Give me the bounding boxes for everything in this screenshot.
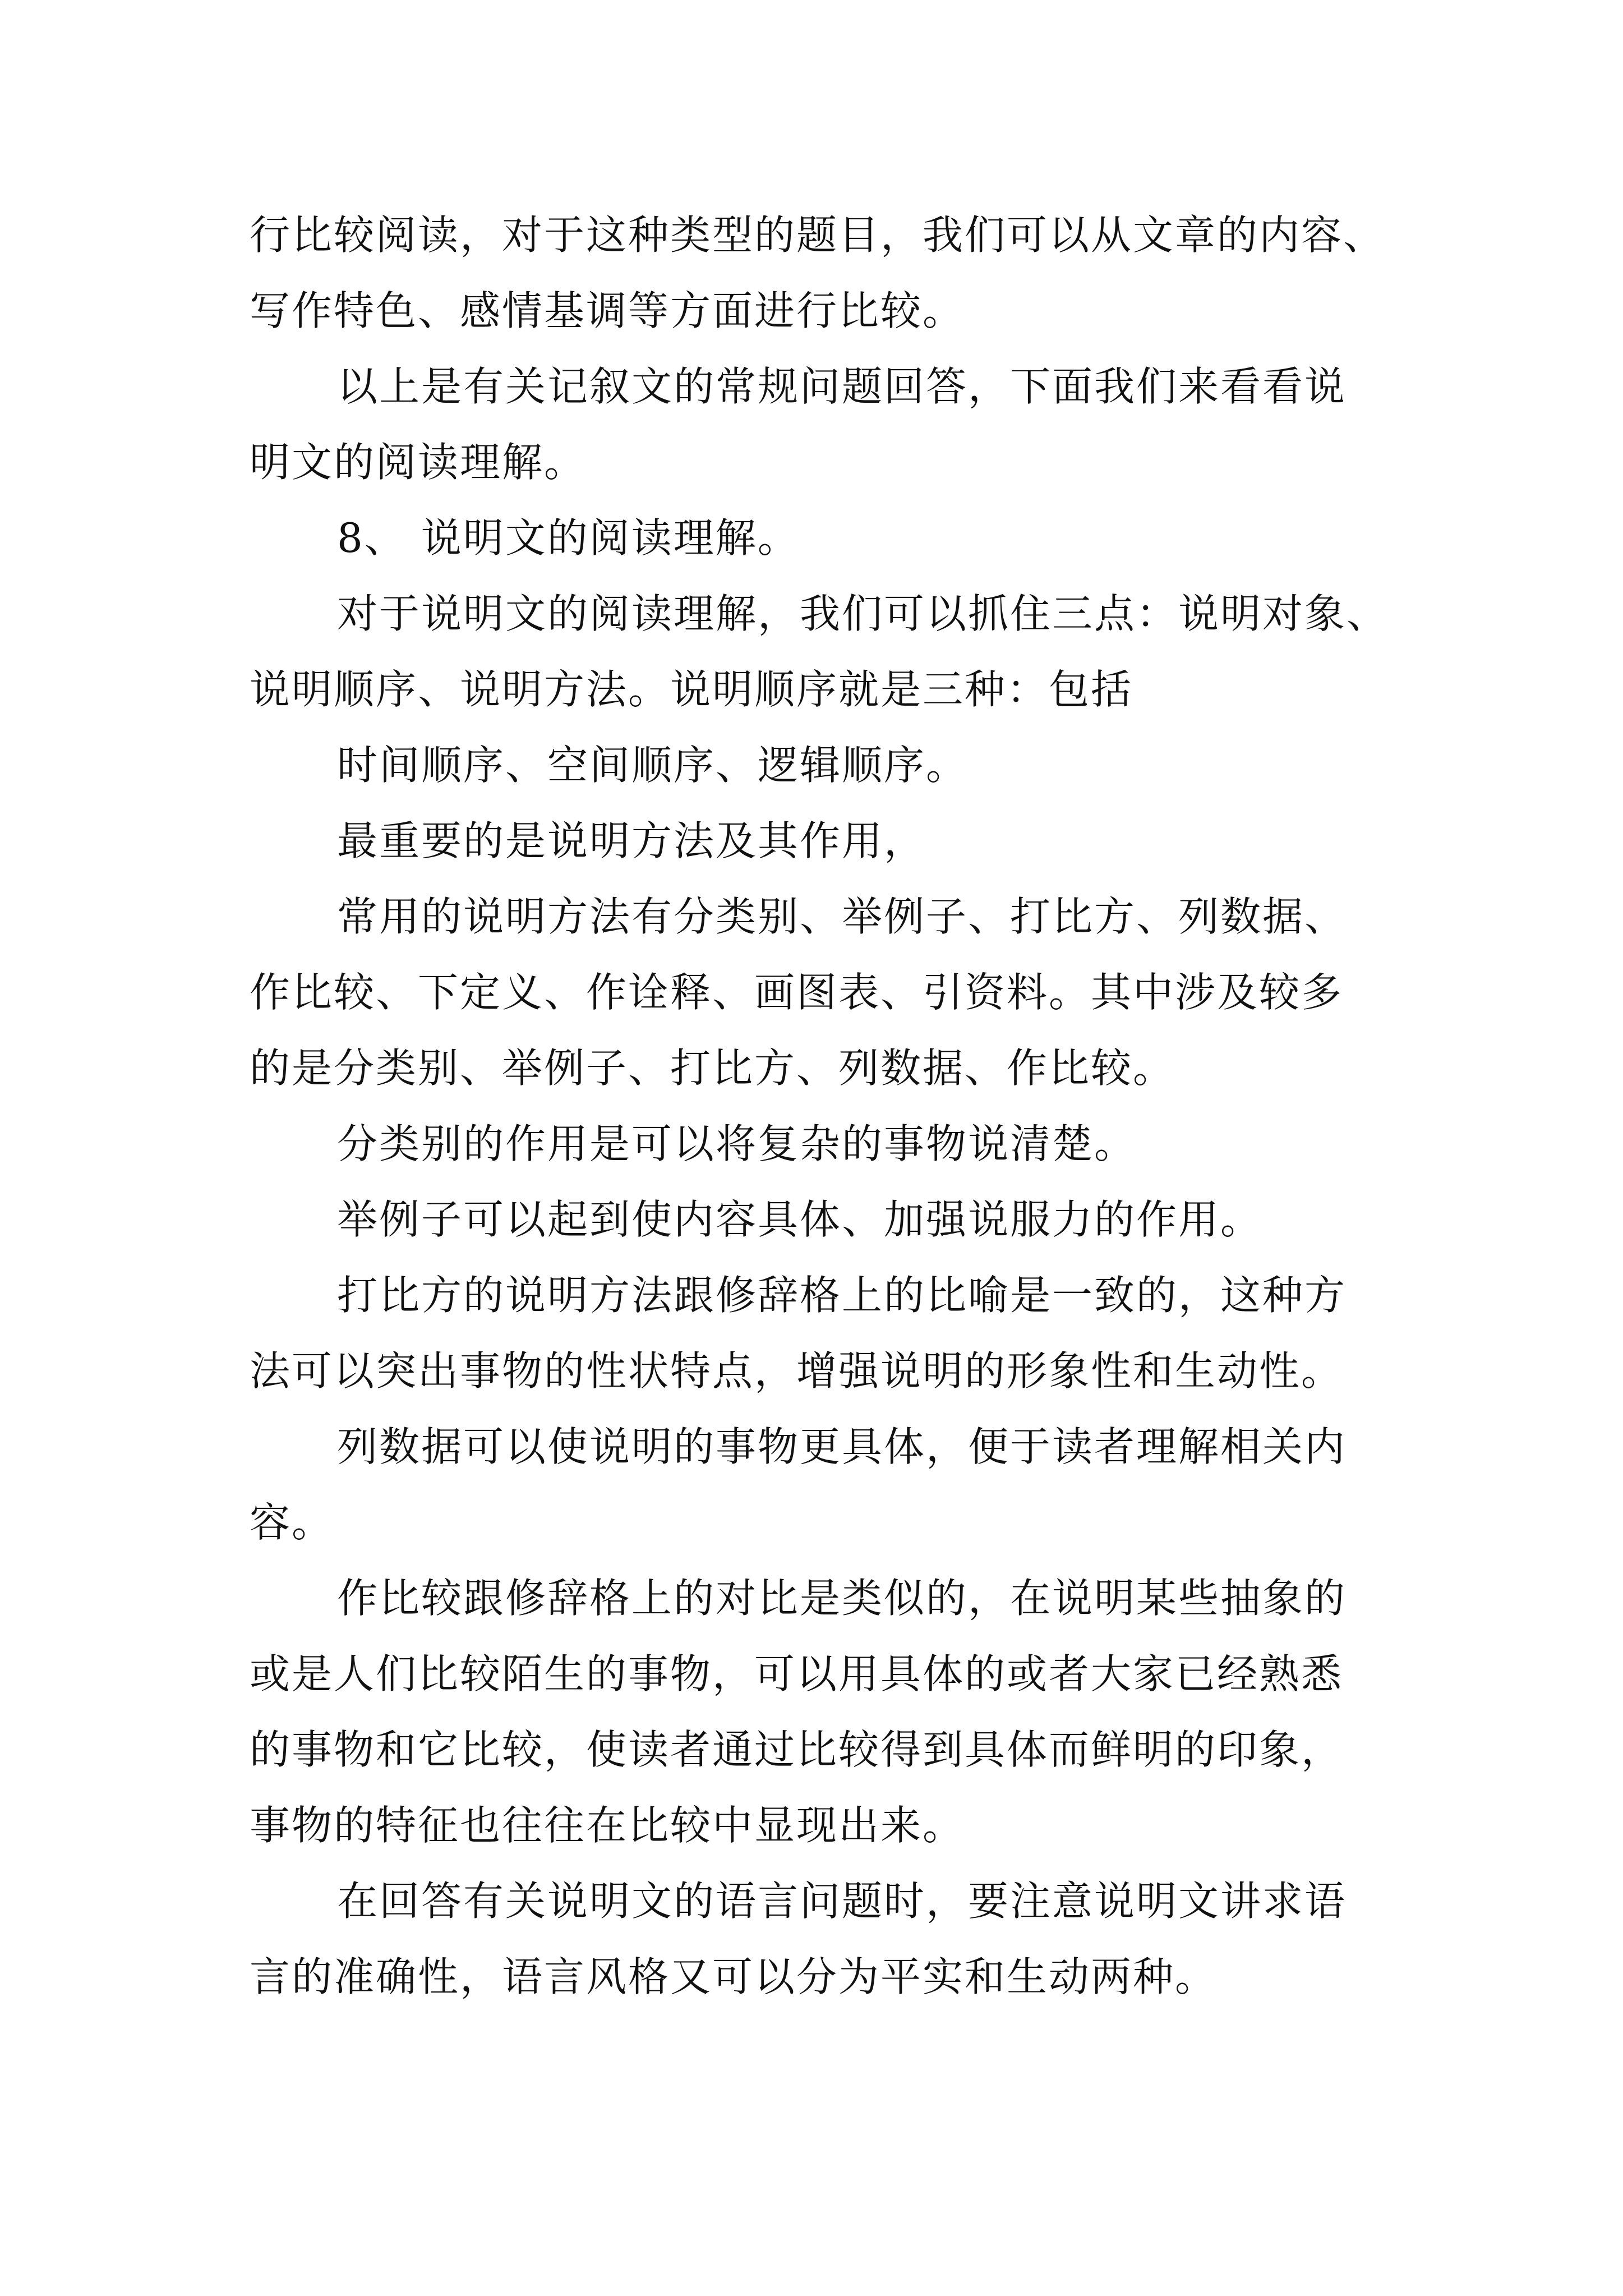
text-line: 时间顺序、空间顺序、逻辑顺序。 (337, 742, 969, 789)
text-line: 列数据可以使说明的事物更具体，便于读者理解相关内 (337, 1423, 1347, 1470)
text-line: 容。 (250, 1499, 334, 1546)
section-heading: 8、 说明文的阅读理解。 (337, 514, 800, 562)
text-line: 对于说明文的阅读理解，我们可以抓住三点：说明对象、 (337, 590, 1389, 637)
text-line: 写作特色、感情基调等方面进行比较。 (250, 287, 965, 334)
text-line: 以上是有关记叙文的常规问题回答，下面我们来看看说 (337, 363, 1347, 410)
text-line: 法可以突出事物的性状特点，增强说明的形象性和生动性。 (250, 1347, 1344, 1395)
text-line: 言的准确性，语言风格又可以分为平实和生动两种。 (250, 1953, 1218, 2000)
text-line: 的事物和它比较，使读者通过比较得到具体而鲜明的印象， (250, 1726, 1344, 1773)
text-line: 打比方的说明方法跟修辞格上的比喻是一致的，这种方 (337, 1272, 1347, 1319)
text-line: 举例子可以起到使内容具体、加强说服力的作用。 (337, 1196, 1263, 1243)
text-line: 或是人们比较陌生的事物，可以用具体的或者大家已经熟悉 (250, 1650, 1344, 1697)
body-text (250, 197, 1405, 2015)
text-line: 常用的说明方法有分类别、举例子、打比方、列数据、 (337, 893, 1347, 940)
text-line: 行比较阅读，对于这种类型的题目，我们可以从文章的内容、 (250, 211, 1386, 259)
text-line: 作比较跟修辞格上的对比是类似的，在说明某些抽象的 (337, 1575, 1347, 1622)
text-line: 明文的阅读理解。 (250, 439, 587, 486)
text-line: 在回答有关说明文的语言问题时，要注意说明文讲求语 (337, 1878, 1347, 1925)
text-line: 事物的特征也往往在比较中显现出来。 (250, 1802, 965, 1849)
text-line: 最重要的是说明方法及其作用， (337, 817, 926, 864)
text-line: 分类别的作用是可以将复杂的事物说清楚。 (337, 1120, 1137, 1167)
text-line: 的是分类别、举例子、打比方、列数据、作比较。 (250, 1045, 1175, 1092)
text-line: 说明顺序、说明方法。说明顺序就是三种：包括 (250, 666, 1133, 713)
text-line: 作比较、下定义、作诠释、画图表、引资料。其中涉及较多 (250, 969, 1344, 1016)
